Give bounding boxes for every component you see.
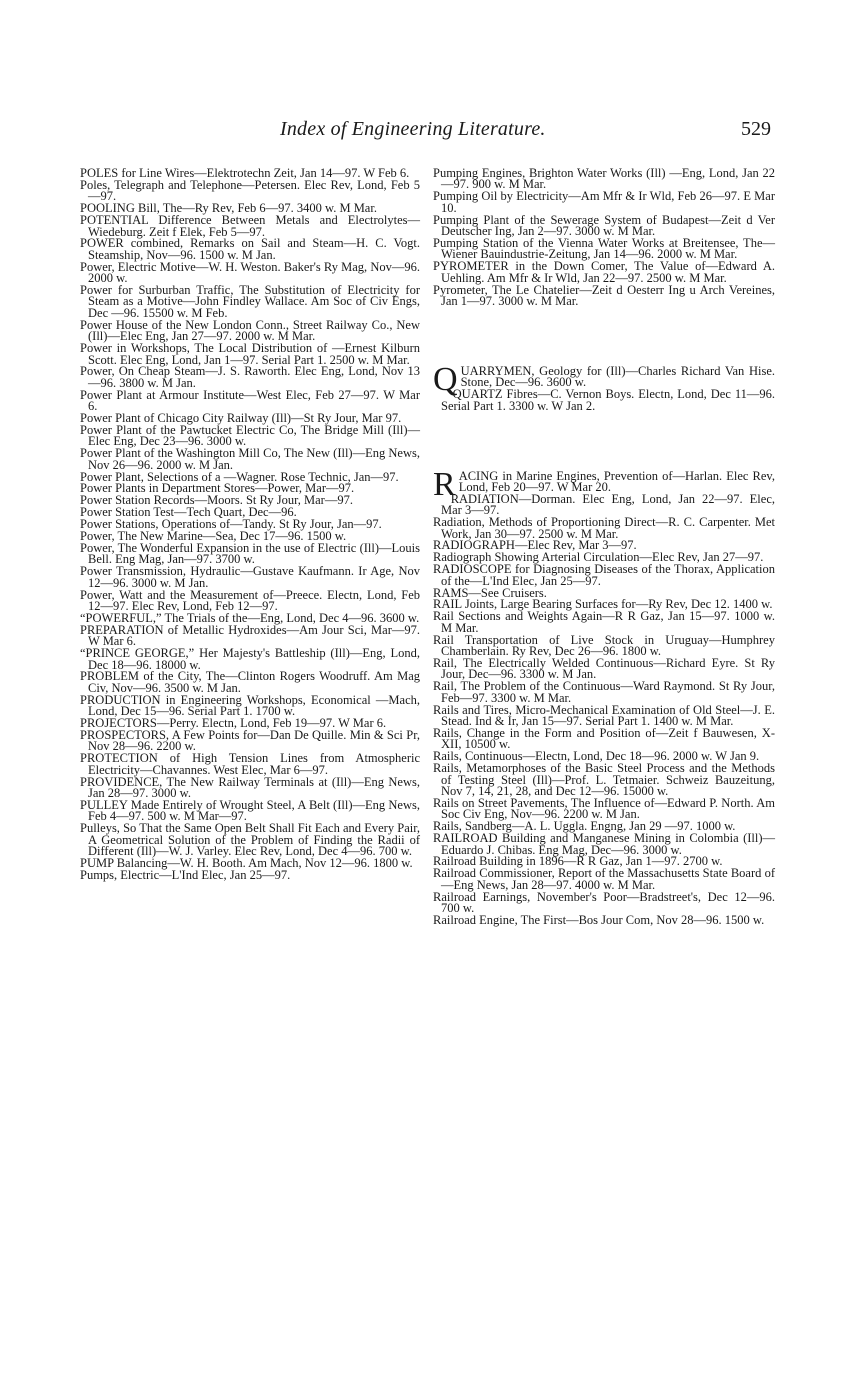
- index-entry: QUARTZ Fibres—C. Vernon Boys. Electn, Lond, Dec 11—96. Serial Part 1. 3300 w. W Jan 2.: [441, 387, 775, 413]
- index-entry: POWER combined, Remarks on Sail and Steam—H. C. Vogt. Steamship, Nov—96. 1500 w. M Jan.: [80, 236, 420, 262]
- index-entry: Railroad Earnings, November's Poor—Bradstreet's, Dec 12—96. 700 w.: [433, 889, 775, 916]
- running-title: Index of Engineering Literature.: [280, 118, 546, 140]
- index-entry: PRODUCTION in Engineering Workshops, Economical —Mach, Lond, Dec 15—96. Serial Part 1. 1700 w.: [80, 692, 420, 719]
- index-entry: Railroad Commissioner, Report of the Massachusetts State Board of—Eng News, Jan 28—97. 4000 w. M Mar.: [433, 866, 775, 892]
- index-entry: Pulleys, So That the Same Open Belt Shall Fit Each and Every Pair, A Geometrical Solution of the Problem of Finding the Radii of Different (Ill)—W. J. Varley. Elec Rev, Lond, Dec 4—96. 700 w.: [80, 821, 420, 859]
- entries-r-section: [433, 465, 775, 927]
- index-entry: PREPARATION of Metallic Hydroxides—Am Jour Sci, Mar—97. W Mar 6.: [80, 622, 420, 649]
- index-entry: PUMP Balancing—W. H. Booth. Am Mach, Nov 12—96. 1800 w.: [80, 855, 413, 870]
- index-entry: Railroad Engine, The First—Bos Jour Com, Nov 28—96. 1500 w.: [433, 912, 765, 927]
- index-entry: Power Plant of Chicago City Railway (Ill)—St Ry Jour, Mar 97.: [80, 411, 402, 426]
- index-entry: “POWERFUL,” The Trials of the—Eng, Lond, Dec 4—96. 3600 w.: [80, 610, 420, 625]
- index-entry: Power, The Wonderful Expansion in the use of Electric (Ill)—Louis Bell. Eng Mag, Jan—97. 3700 w.: [80, 541, 420, 567]
- index-entry: Rails on Street Pavements, The Influence of—Edward P. North. Am Soc Civ Eng, Nov—96. 2200 w. M Jan.: [433, 795, 775, 822]
- index-entry: Power in Workshops, The Local Distribution of —Ernest Kilburn Scott. Elec Eng, Lond, Jan 1—97. Serial Part 1. 2500 w. M Mar.: [80, 341, 420, 367]
- index-entry: Rails, Continuous—Electn, Lond, Dec 18—96. 2000 w. W Jan 9.: [433, 749, 760, 764]
- index-entry: PROSPECTORS, A Few Points for—Dan De Quille. Min & Sci Pr, Nov 28—96. 2200 w.: [80, 728, 420, 754]
- dropcap-letter: Q: [433, 360, 458, 398]
- entry-text: UARRYMEN, Geology for (Ill)—Charles Richard Van Hise. Stone, Dec—96. 3600 w.: [460, 363, 775, 390]
- index-entry: Power Plant of the Pawtucket Electric Co, The Bridge Mill (Ill)—Elec Eng, Dec 23—96. 3000 w.: [80, 422, 420, 449]
- index-entry: Rails, Change in the Form and Position of—Zeit f Bauwesen, X-XII, 10500 w.: [433, 725, 775, 752]
- index-entry: PROTECTION of High Tension Lines from Atmospheric Electricity—Chavannes. West Elec, Mar 6—97.: [80, 751, 420, 777]
- index-entry: POTENTIAL Difference Between Metals and Electrolytes—Wiedeburg. Zeit f Elek, Feb 5—97.: [80, 213, 420, 239]
- index-entry: Power Station Records—Moors. St Ry Jour, Mar—97.: [80, 493, 353, 508]
- index-entry: Rail Sections and Weights Again—R R Gaz, Jan 15—97. 1000 w. M Mar.: [433, 609, 775, 635]
- section-spacer: [433, 308, 775, 366]
- index-entry: Pumping Plant of the Sewerage System of Budapest—Zeit d Ver Deutscher Ing, Jan 2—97. 3000 w. M Mar.: [433, 212, 775, 239]
- index-entry: Power for Surburban Traffic, The Substitution of Electricity for Steam as a Motive—John Findley Wallace. Am Soc of Civ Engs, Dec —96. 15500 w. M Feb.: [80, 283, 420, 320]
- index-entry: RAIL Joints, Large Bearing Surfaces for—Ry Rev, Dec 12. 1400 w.: [433, 597, 773, 612]
- index-entry: Rails and Tires, Micro-Mechanical Examination of Old Steel—J. E. Stead. Ind & Ir, Jan 15—97. Serial Part 1. 1400 w. M Mar.: [433, 702, 775, 729]
- entries-p-section: [433, 168, 775, 307]
- index-entry: Power Plant at Armour Institute—West Elec, Feb 27—97. W Mar 6.: [80, 387, 420, 414]
- page-header: [0, 118, 863, 150]
- right-column: [433, 168, 775, 927]
- index-entry: Power Transmission, Hydraulic—Gustave Kaufmann. Ir Age, Nov 12—96. 3000 w. M Jan.: [80, 564, 420, 590]
- index-entry-dropcap: [433, 465, 775, 503]
- index-entry: Power House of the New London Conn., Street Railway Co., New (Ill)—Elec Eng, Jan 27—97. 2000 w. M Mar.: [80, 317, 420, 344]
- index-entry: RAMS—See Cruisers.: [433, 585, 547, 600]
- index-entry: Power Plants in Department Stores—Power, Mar—97.: [80, 481, 355, 496]
- index-entry: PROVIDENCE, The New Railway Terminals at (Ill)—Eng News, Jan 28—97. 3000 w.: [80, 774, 420, 801]
- index-entry: Rail, The Electrically Welded Continuous—Richard Eyre. St Ry Jour, Dec—96. 3300 w. M Jan.: [433, 656, 775, 682]
- index-entry: Pumps, Electric—L'Ind Elec, Jan 25—97.: [80, 867, 291, 882]
- index-entry: “PRINCE GEORGE,” Her Majesty's Battleship (Ill)—Eng, Lond, Dec 18—96. 18000 w.: [80, 646, 420, 672]
- entries-r-list: [433, 491, 775, 927]
- entry-text: ACING in Marine Engines, Prevention of—Harlan. Elec Rev, Lond, Feb 20—97. W Mar 20.: [458, 468, 775, 494]
- index-entry: Power Plant, Selections of a —Wagner. Rose Technic, Jan—97.: [80, 469, 399, 484]
- section-spacer: [433, 413, 775, 471]
- entries-q-section: [433, 360, 775, 413]
- index-entry: Radiograph Showing Arterial Circulation—Elec Rev, Jan 27—97.: [433, 550, 764, 565]
- index-entry: Pyrometer, The Le Chatelier—Zeit d Oesterr Ing u Arch Vereines, Jan 1—97. 3000 w. M Mar.: [433, 282, 775, 308]
- index-entry: Poles, Telegraph and Telephone—Petersen. Elec Rev, Lond, Feb 5—97.: [80, 177, 420, 204]
- index-entry: PYROMETER in the Down Comer, The Value of—Edward A. Uehling. Am Mfr & Ir Wld, Jan 22—97. 2500 w. M Mar.: [433, 259, 775, 285]
- index-entry: Power, Electric Motive—W. H. Weston. Baker's Ry Mag, Nov—96. 2000 w.: [80, 259, 420, 286]
- index-entry: Power Stations, Operations of—Tandy. St Ry Jour, Jan—97.: [80, 517, 382, 532]
- index-entry: Power, On Cheap Steam—J. S. Raworth. Elec Eng, Lond, Nov 13—96. 3800 w. M Jan.: [80, 364, 420, 390]
- index-entry: Power Station Test—Tech Quart, Dec—96.: [80, 505, 297, 520]
- index-entry: POLES for Line Wires—Elektrotechn Zeit, Jan 14—97. W Feb 6.: [80, 166, 410, 180]
- index-entry: RADIOGRAPH—Elec Rev, Mar 3—97.: [433, 538, 637, 553]
- index-entry: RADIOSCOPE for Diagnosing Diseases of the Thorax, Application of the—L'Ind Elec, Jan 25—97.: [433, 562, 775, 588]
- index-entry: PROJECTORS—Perry. Electn, Lond, Feb 19—97. W Mar 6.: [80, 716, 387, 731]
- index-entry: Pumping Oil by Electricity—Am Mfr & Ir Wld, Feb 26—97. E Mar 10.: [433, 189, 775, 215]
- entries-q-list: [433, 389, 775, 412]
- index-entry: Rail Transportation of Live Stock in Uruguay—Humphrey Chamberlain. Ry Rev, Dec 26—96. 1800 w.: [433, 632, 775, 659]
- index-entry: Power, The New Marine—Sea, Dec 17—96. 1500 w.: [80, 529, 347, 544]
- index-entry: Rail, The Problem of the Continuous—Ward Raymond. St Ry Jour, Feb—97. 3300 w. M Mar.: [433, 679, 775, 705]
- page-number: 529: [741, 118, 771, 140]
- index-entry: Pumping Engines, Brighton Water Works (Ill) —Eng, Lond, Jan 22—97. 900 w. M Mar.: [433, 166, 775, 192]
- index-entry: Rails, Metamorphoses of the Basic Steel Process and the Methods of Testing Steel (Ill)—Prof. L. Tetmaier. Schweiz Bauzeitung, Nov 7, 14, 21, 28, and Dec 12—96. 15000 w.: [433, 761, 775, 798]
- index-entry: RAILROAD Building and Manganese Mining in Colombia (Ill)—Eduardo J. Chibas. Eng Mag, Dec—96. 3000 w.: [433, 831, 775, 857]
- index-entry: Rails, Sandberg—A. L. Uggla. Engng, Jan 29 —97. 1000 w.: [433, 819, 736, 834]
- index-entry-dropcap: [433, 360, 775, 398]
- index-entry: PULLEY Made Entirely of Wrought Steel, A Belt (Ill)—Eng News, Feb 4—97. 500 w. M Mar—97.: [80, 797, 420, 824]
- index-entry: POOLING Bill, The—Ry Rev, Feb 6—97. 3400 w. M Mar.: [80, 201, 377, 216]
- dropcap-letter: R: [433, 465, 456, 503]
- index-entry: RADIATION—Dorman. Elec Eng, Lond, Jan 22—97. Elec, Mar 3—97.: [441, 491, 775, 518]
- index-entry: Power, Watt and the Measurement of—Preece. Electn, Lond, Feb 12—97. Elec Rev, Lond, Feb 12—97.: [80, 587, 420, 614]
- index-entry: Pumping Station of the Vienna Water Works at Breitensee, The—Wiener Bauindustrie-Zeitung, Jan 14—96. 2000 w. M Mar.: [433, 235, 775, 262]
- index-entry: Radiation, Methods of Proportioning Direct—R. C. Carpenter. Met Work, Jan 30—97. 2500 w. M Mar.: [433, 515, 775, 541]
- index-entry: Railroad Building in 1896—R R Gaz, Jan 1—97. 2700 w.: [433, 854, 723, 869]
- index-entry: Power Plant of the Washington Mill Co, The New (Ill)—Eng News, Nov 26—96. 2000 w. M Jan.: [80, 446, 420, 472]
- left-column: [80, 168, 420, 882]
- index-entry: PROBLEM of the City, The—Clinton Rogers Woodruff. Am Mag Civ, Nov—96. 3500 w. M Jan.: [80, 669, 420, 695]
